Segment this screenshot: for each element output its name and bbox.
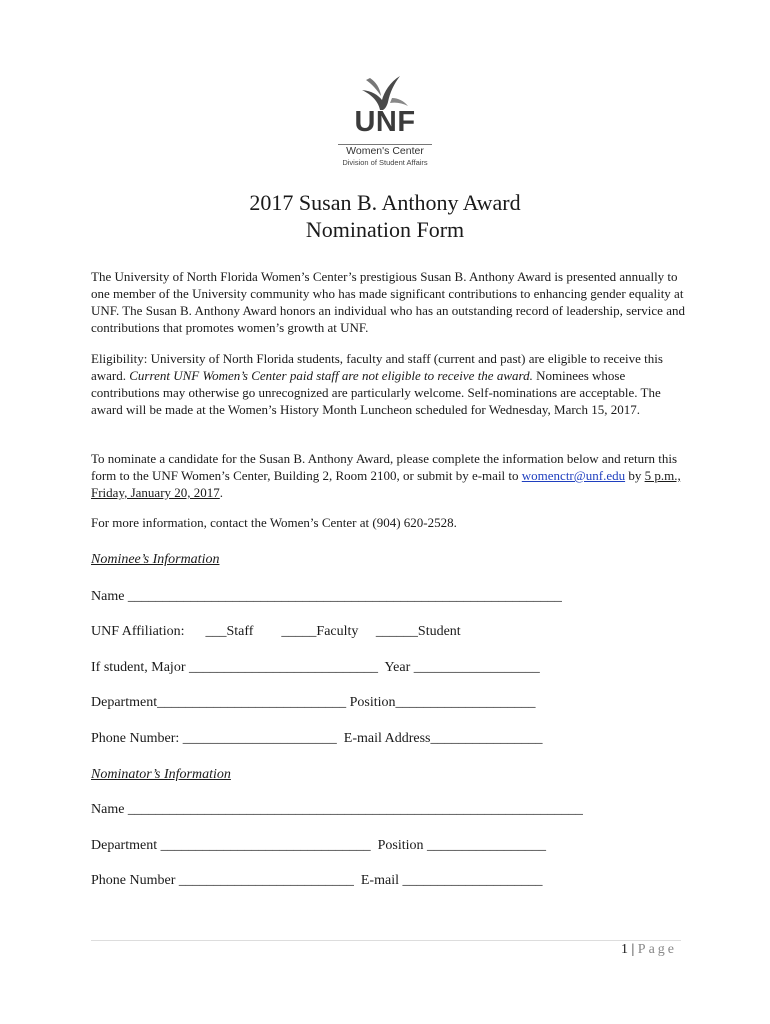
submission-end: . (219, 485, 224, 500)
nominee-heading: Nominee’s Information (91, 552, 220, 567)
page-title: 2017 Susan B. Anthony Award (249, 190, 521, 215)
page-number-value: 1 (620, 942, 628, 957)
contact-paragraph: For more information, contact the Women’s Center at (904) 620-2528. (91, 515, 457, 530)
nominator-name-field[interactable]: Name _________________________________________________________________ (91, 802, 583, 817)
nominee-phone-field[interactable]: Phone Number: ______________________ E-mail Address________________ (91, 731, 543, 746)
submission-text: To nominate a candidate for the Susan B. Anthony Award, please complete the information below and return this form to the UNF Women’s Center, Building 2, Room 2100, or submit by e-mail to (91, 451, 677, 483)
page-subtitle: Nomination Form (305, 217, 465, 242)
logo-wordmark: UNF (354, 106, 416, 138)
deadline-text: 5 p.m., Friday, January 20, 2017 (91, 468, 681, 500)
eligibility-italic-note: Current UNF Women’s Center paid staff are not eligible to receive the award. (129, 368, 533, 383)
logo-line1: Women's Center (346, 145, 424, 157)
intro-paragraph: The University of North Florida Women’s Center’s prestigious Susan B. Anthony Award is presented annually to one member of the University community who has made significant contributions to enhancing gender equality at UNF. The Susan B. Anthony Award honors an individual who has an outstanding record of leadership, service and contributions that promotes women’s growth at UNF. (91, 269, 685, 335)
nominee-affiliation-field[interactable]: UNF Affiliation: ___Staff _____Faculty ______Student (91, 624, 461, 639)
nominator-department-field[interactable]: Department ______________________________ Position _________________ (91, 838, 546, 853)
footer-divider (91, 940, 681, 941)
nominee-department-field[interactable]: Department___________________________ Position____________________ (91, 695, 536, 710)
page-label: Page (637, 942, 677, 957)
nominee-name-field[interactable]: Name ______________________________________________________________ (91, 589, 562, 604)
email-link[interactable]: womenctr@unf.edu (521, 468, 626, 483)
submission-by: by (625, 468, 645, 483)
eligibility-text-end: Nominees whose contributions may otherwise go unrecognized are particularly welcome. Self-nominations are acceptable. The award will be made at the Women’s History Month Luncheon scheduled for Wednesday, March 15, 2017. (91, 368, 661, 417)
nominee-major-field[interactable]: If student, Major ___________________________ Year __________________ (91, 660, 540, 675)
page-number (621, 942, 677, 958)
eligibility-paragraph (91, 350, 691, 418)
nominator-phone-field[interactable]: Phone Number _________________________ E-mail ____________________ (91, 873, 543, 888)
submission-paragraph (91, 450, 691, 501)
nominator-heading: Nominator’s Information (91, 767, 231, 782)
logo-line2: Division of Student Affairs (342, 158, 428, 167)
unf-womens-center-logo (330, 72, 440, 168)
eligibility-text: Eligibility: University of North Florida students, faculty and staff (current and past) are eligible to receive this award. (91, 351, 663, 383)
page-number-separator: | (627, 942, 638, 957)
